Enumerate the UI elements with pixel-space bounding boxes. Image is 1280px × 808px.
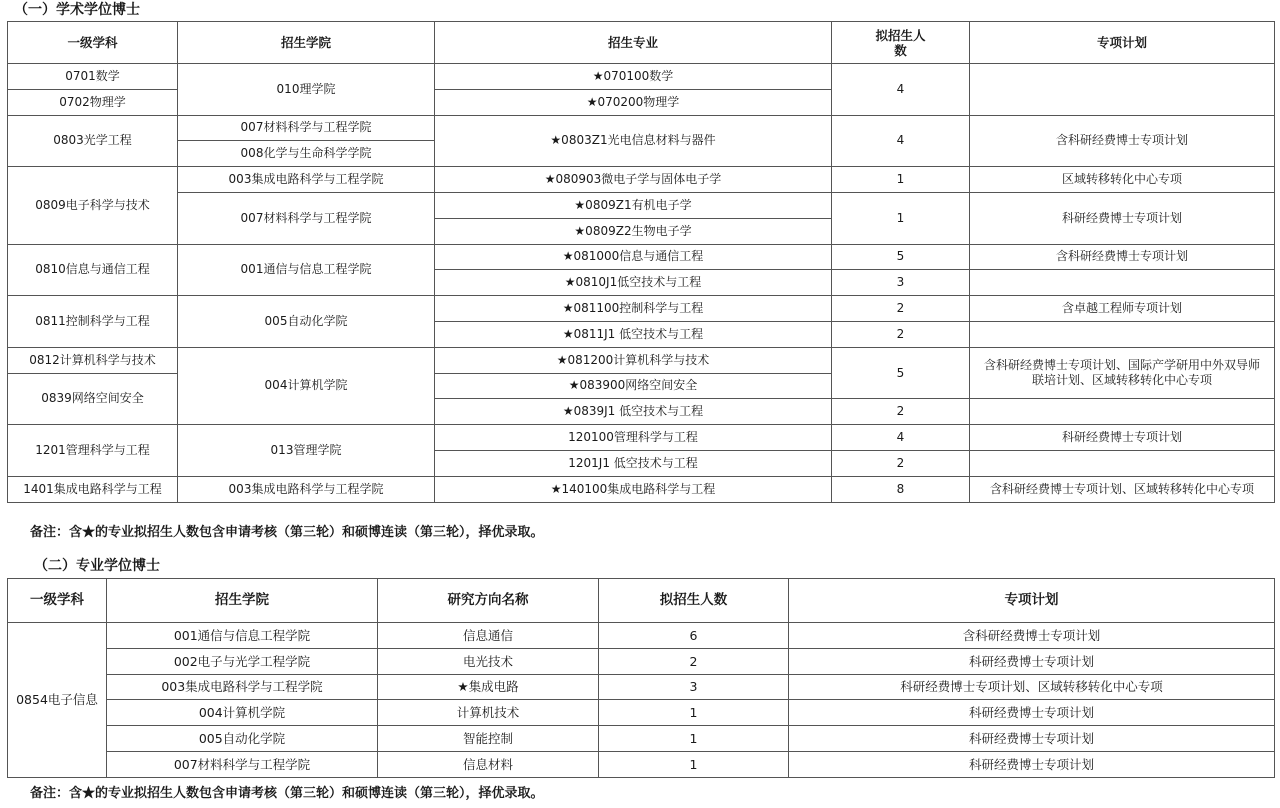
header-count: 拟招生人数: [832, 22, 970, 64]
table-row: [8, 674, 1275, 700]
plan-cell: 含科研经费博士专项计划: [970, 244, 1275, 270]
table-row: [8, 700, 1275, 726]
table-row: [8, 347, 1275, 373]
count-cell: 6: [599, 623, 789, 649]
plan-cell: [970, 270, 1275, 296]
plan-cell: 含科研经费博士专项计划: [970, 115, 1275, 167]
plan-cell: 含科研经费博士专项计划、国际产学研用中外双导师联培计划、区域转移转化中心专项: [970, 347, 1275, 399]
header-college: 招生学院: [178, 22, 435, 64]
discipline-cell: 0809电子科学与技术: [8, 167, 178, 244]
count-cell: 2: [832, 296, 970, 322]
section1-title: （一）学术学位博士: [14, 2, 140, 18]
count-cell: 1: [832, 167, 970, 193]
count-cell: 1: [832, 192, 970, 244]
discipline-cell: 0811控制科学与工程: [8, 296, 178, 348]
count-cell: 1: [599, 700, 789, 726]
major-cell: ★0839J1 低空技术与工程: [435, 399, 832, 425]
direction-cell: 计算机技术: [378, 700, 599, 726]
discipline-cell: 0810信息与通信工程: [8, 244, 178, 296]
direction-cell: 电光技术: [378, 648, 599, 674]
table-header-row: [8, 22, 1275, 64]
table-row: [8, 64, 1275, 90]
college-cell: 004计算机学院: [178, 347, 435, 424]
header-plan: 专项计划: [789, 579, 1275, 623]
count-cell: 3: [599, 674, 789, 700]
college-cell: 003集成电路科学与工程学院: [178, 167, 435, 193]
count-cell: 5: [832, 244, 970, 270]
academic-doctorate-table: [7, 21, 1275, 503]
major-cell: ★140100集成电路科学与工程: [435, 476, 832, 502]
discipline-cell: 1201管理科学与工程: [8, 425, 178, 477]
plan-cell: 科研经费博士专项计划: [789, 726, 1275, 752]
count-cell: 4: [832, 64, 970, 116]
college-cell: 005自动化学院: [107, 726, 378, 752]
college-cell: 003集成电路科学与工程学院: [107, 674, 378, 700]
plan-cell: 科研经费博士专项计划: [789, 751, 1275, 777]
plan-cell: [970, 399, 1275, 425]
header-plan: 专项计划: [970, 22, 1275, 64]
major-cell: ★081000信息与通信工程: [435, 244, 832, 270]
header-discipline: 一级学科: [8, 22, 178, 64]
college-cell: 007材料科学与工程学院: [178, 115, 435, 141]
discipline-cell: 0854电子信息: [8, 623, 107, 778]
college-cell: 004计算机学院: [107, 700, 378, 726]
college-cell: 002电子与光学工程学院: [107, 648, 378, 674]
header-count: 拟招生人数: [599, 579, 789, 623]
discipline-cell: 1401集成电路科学与工程: [8, 476, 178, 502]
major-cell: ★070100数学: [435, 64, 832, 90]
discipline-cell: 0839网络空间安全: [8, 373, 178, 425]
college-cell: 003集成电路科学与工程学院: [178, 476, 435, 502]
table-row: [8, 476, 1275, 502]
major-cell: ★0803Z1光电信息材料与器件: [435, 115, 832, 167]
header-major: 招生专业: [435, 22, 832, 64]
major-cell: ★0810J1低空技术与工程: [435, 270, 832, 296]
table-row: [8, 623, 1275, 649]
direction-cell: 智能控制: [378, 726, 599, 752]
direction-cell: 信息材料: [378, 751, 599, 777]
table-row: [8, 244, 1275, 270]
count-cell: 3: [832, 270, 970, 296]
count-cell: 1: [599, 726, 789, 752]
college-cell: 008化学与生命科学学院: [178, 141, 435, 167]
major-cell: 1201J1 低空技术与工程: [435, 450, 832, 476]
table-row: [8, 167, 1275, 193]
table-row: [8, 192, 1275, 218]
plan-cell: 科研经费博士专项计划: [970, 192, 1275, 244]
table-row: [8, 425, 1275, 451]
count-cell: 2: [832, 399, 970, 425]
college-cell: 007材料科学与工程学院: [178, 192, 435, 244]
table-row: [8, 296, 1275, 322]
major-cell: ★080903微电子学与固体电子学: [435, 167, 832, 193]
table-row: [8, 115, 1275, 141]
count-cell: 2: [832, 321, 970, 347]
professional-doctorate-table: [7, 578, 1275, 778]
plan-cell: [970, 321, 1275, 347]
major-cell: 120100管理科学与工程: [435, 425, 832, 451]
plan-cell: 科研经费博士专项计划、区域转移转化中心专项: [789, 674, 1275, 700]
count-cell: 1: [599, 751, 789, 777]
count-cell: 2: [599, 648, 789, 674]
plan-cell: 区域转移转化中心专项: [970, 167, 1275, 193]
table-row: [8, 751, 1275, 777]
section2-note: 备注：含★的专业拟招生人数包含申请考核（第三轮）和硕博连读（第三轮），择优录取。: [30, 786, 544, 801]
table-row: [8, 726, 1275, 752]
header-discipline: 一级学科: [8, 579, 107, 623]
major-cell: ★083900网络空间安全: [435, 373, 832, 399]
table-header-row: [8, 579, 1275, 623]
direction-cell: 信息通信: [378, 623, 599, 649]
header-direction: 研究方向名称: [378, 579, 599, 623]
count-cell: 4: [832, 115, 970, 167]
plan-cell: 含科研经费博士专项计划: [789, 623, 1275, 649]
major-cell: ★081200计算机科学与技术: [435, 347, 832, 373]
direction-cell: ★集成电路: [378, 674, 599, 700]
plan-cell: 科研经费博士专项计划: [789, 700, 1275, 726]
plan-cell: 科研经费博士专项计划: [970, 425, 1275, 451]
college-cell: 010理学院: [178, 64, 435, 116]
college-cell: 001通信与信息工程学院: [107, 623, 378, 649]
discipline-cell: 0803光学工程: [8, 115, 178, 167]
discipline-cell: 0701数学: [8, 64, 178, 90]
plan-cell: 含科研经费博士专项计划、区域转移转化中心专项: [970, 476, 1275, 502]
discipline-cell: 0812计算机科学与技术: [8, 347, 178, 373]
header-college: 招生学院: [107, 579, 378, 623]
major-cell: ★0809Z2生物电子学: [435, 218, 832, 244]
count-cell: 4: [832, 425, 970, 451]
count-cell: 5: [832, 347, 970, 399]
major-cell: ★081100控制科学与工程: [435, 296, 832, 322]
major-cell: ★0809Z1有机电子学: [435, 192, 832, 218]
major-cell: ★0811J1 低空技术与工程: [435, 321, 832, 347]
count-cell: 8: [832, 476, 970, 502]
major-cell: ★070200物理学: [435, 89, 832, 115]
plan-cell: [970, 64, 1275, 116]
discipline-cell: 0702物理学: [8, 89, 178, 115]
college-cell: 007材料科学与工程学院: [107, 751, 378, 777]
college-cell: 005自动化学院: [178, 296, 435, 348]
plan-cell: [970, 450, 1275, 476]
count-cell: 2: [832, 450, 970, 476]
college-cell: 001通信与信息工程学院: [178, 244, 435, 296]
plan-cell: 科研经费博士专项计划: [789, 648, 1275, 674]
section1-note: 备注：含★的专业拟招生人数包含申请考核（第三轮）和硕博连读（第三轮），择优录取。: [30, 525, 544, 540]
plan-cell: 含卓越工程师专项计划: [970, 296, 1275, 322]
section2-title: （二）专业学位博士: [34, 558, 160, 574]
college-cell: 013管理学院: [178, 425, 435, 477]
table-row: [8, 648, 1275, 674]
